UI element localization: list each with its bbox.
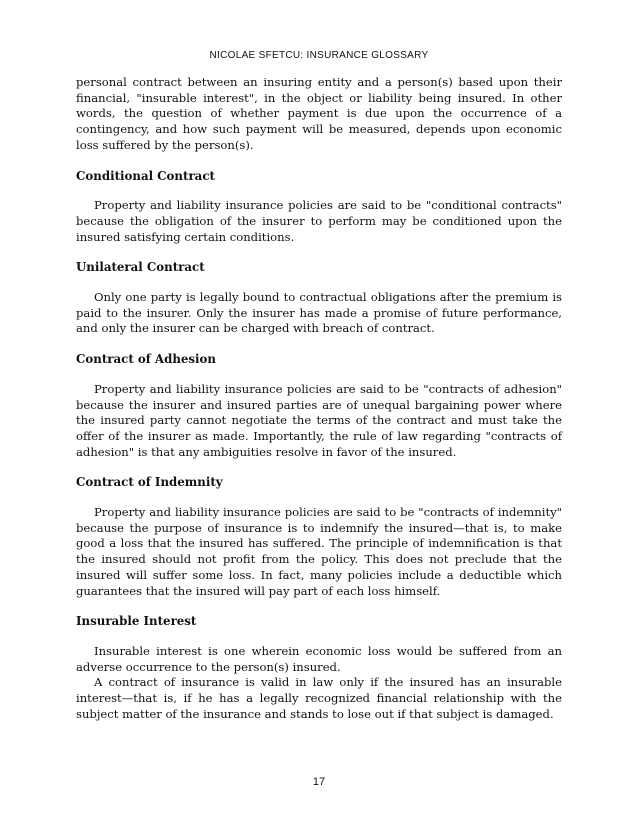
section-heading-insurable-interest: Insurable Interest xyxy=(76,614,197,629)
paragraph-insurable-interest-2: A contract of insurance is valid in law only if the insured has an insurable interest—that is, if he has a legally recognized financial relationship with the subject matter of the insurance and stands to lose out if that subject is damaged. xyxy=(76,675,562,721)
paragraph-contract-of-adhesion: Property and liability insurance policies are said to be "contracts of adhesion" because the insurer and insured parties are of unequal bargaining power where the insured party cannot negotiate the terms of the contract and must take the offer of the insurer as made. Importantly, the rule of law regarding "contracts of adhesion" is that any ambiguities resolve in favor of the insured. xyxy=(76,381,562,459)
section-heading-contract-of-adhesion: Contract of Adhesion xyxy=(76,352,216,367)
paragraph-unilateral-contract: Only one party is legally bound to contractual obligations after the premium is paid to the insurer. Only the insurer has made a promise of future performance, and only the insurer can be charged with breach of contract. xyxy=(76,290,562,336)
paragraph-contract-of-indemnity: Property and liability insurance policies are said to be "contracts of indemnity" because the purpose of insurance is to indemnify the insured—that is, to make good a loss that the insured has suffered. The principle of indemnification is that the insured should not profit from the policy. This does not preclude that the insured will suffer some loss. In fact, many policies include a deductible which guarantees that the insured will pay part of each loss himself. xyxy=(76,505,562,598)
page-body xyxy=(76,75,562,723)
page-number: 17 xyxy=(312,776,326,788)
section-heading-conditional-contract: Conditional Contract xyxy=(76,168,215,183)
section-heading-unilateral-contract: Unilateral Contract xyxy=(76,260,205,275)
intro-paragraph: personal contract between an insuring entity and a person(s) based upon their financial, "insurable interest", in the object or liability being insured. In other words, the question of whether payment is due upon the occurrence of a contingency, and how such payment will be measured, depends upon economic loss suffered by the person(s). xyxy=(76,75,562,152)
running-header: NICOLAE SFETCU: INSURANCE GLOSSARY xyxy=(209,50,429,61)
paragraph-conditional-contract: Property and liability insurance policies are said to be "conditional contracts" because the obligation of the insurer to perform may be conditioned upon the insured satisfying certain conditions. xyxy=(76,198,562,244)
paragraph-insurable-interest-1: Insurable interest is one wherein economic loss would be suffered from an adverse occurrence to the person(s) insured. xyxy=(76,643,562,674)
section-heading-contract-of-indemnity: Contract of Indemnity xyxy=(76,475,223,490)
